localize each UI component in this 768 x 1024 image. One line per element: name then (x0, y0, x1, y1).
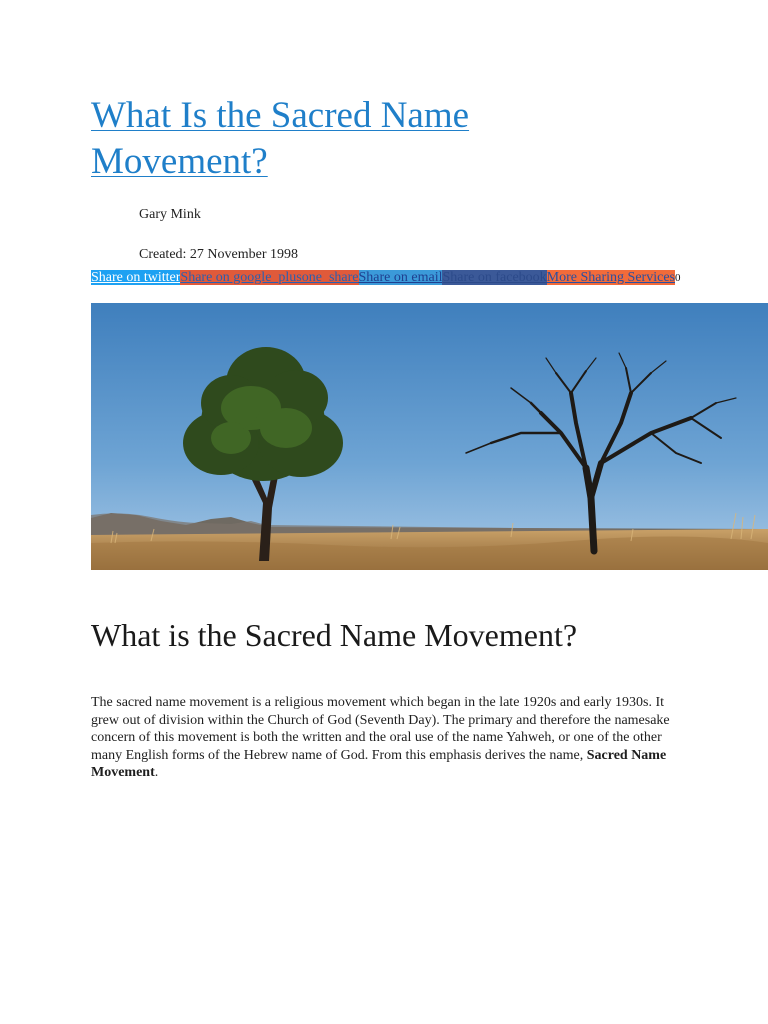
share-count: 0 (674, 272, 681, 284)
share-more-link[interactable]: More Sharing Services (546, 270, 675, 285)
article-title-link[interactable]: What Is the Sacred Name Movement? (91, 95, 470, 182)
paragraph-bold-term: Sacred Name Movement (91, 747, 667, 780)
paragraph-end: . (154, 765, 159, 780)
share-twitter-link[interactable]: Share on twitter (91, 270, 181, 285)
share-email-link[interactable]: Share on email (358, 270, 443, 285)
hero-image (91, 303, 768, 570)
share-bar (91, 269, 681, 287)
created-date: Created: 27 November 1998 (139, 247, 299, 262)
section-heading: What is the Sacred Name Movement? (91, 617, 578, 653)
article-paragraph (91, 694, 683, 782)
share-google-link[interactable]: Share on google_plusone_share (180, 270, 359, 285)
share-facebook-link[interactable]: Share on facebook (442, 270, 547, 285)
author-name: Gary Mink (139, 207, 201, 222)
trees-landscape-image (91, 303, 768, 570)
paragraph-text: The sacred name movement is a religious movement which began in the late 1920s and early 1930s. It grew out of division within the Church of God (Seventh Day). The primary and therefore the namesake concern of this movement is both the written and the oral use of the name Yahweh, or one of the other many English forms of the Hebrew name of God. From this emphasis derives the name, (91, 695, 670, 763)
